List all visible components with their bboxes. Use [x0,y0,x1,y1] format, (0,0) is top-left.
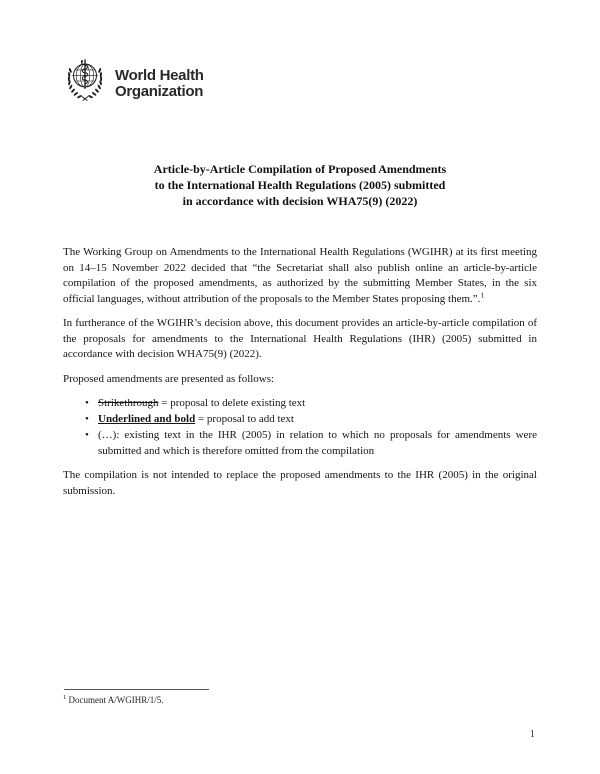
page-number: 1 [529,729,535,740]
bullet-text-rest: = proposal to add text [195,413,294,425]
logo-text-line2: Organization [115,82,204,100]
document-body [63,245,537,508]
paragraph-3: Proposed amendments are presented as follows: [63,372,275,385]
bullet-item-omitted-text [63,428,537,459]
logo-text-line1: World Health [115,67,204,84]
bullet-icon: • [85,429,89,441]
bullet-list [63,396,537,459]
footnote-reference: 1 [480,289,485,299]
footnote-separator [64,689,209,690]
who-emblem-icon [62,57,108,110]
document-title [0,161,600,209]
who-logo [62,57,204,110]
bullet-item-underlined-bold [63,412,537,428]
bullet-icon: • [85,397,89,409]
strikethrough-sample: Strikethrough [98,397,159,409]
paragraph-4: The compilation is not intended to replace the proposed amendments to the IHR (2005) in the original submission. [63,469,537,497]
bullet-text: (…): existing text in the IHR (2005) in relation to which no proposals for amendments were submitted and which is therefore omitted from the compilation [98,429,537,457]
title-line-1: Article-by-Article Compilation of Proposed Amendments [153,162,447,176]
bullet-item-strikethrough [63,396,537,412]
title-line-2: to the International Health Regulations (2005) submitted [154,178,446,192]
bold-underline-sample: Underlined and bold [98,413,196,425]
footnote-number: 1 [63,694,67,701]
bullet-icon: • [85,413,89,425]
paragraph-1 [63,245,537,307]
footnote-text: Document A/WGIHR/1/5. [68,695,164,705]
title-line-3: in accordance with decision WHA75(9) (2022) [182,194,418,208]
logo-text [115,68,204,99]
bullet-text-rest: = proposal to delete existing text [158,397,306,409]
paragraph-2: In furtherance of the WGIHR’s decision above, this document provides an article-by-article compilation of the proposals for amendments to the International Health Regulations (IHR) (2005) submitted in accordance with decision WHA75(9) (2022). [63,317,537,360]
paragraph-1-text: The Working Group on Amendments to the International Health Regulations (WGIHR) at its first meeting on 14–15 November 2022 decided that “the Secretariat shall also publish online an article-by-article compilation of the proposed amendments, as authorized by the submitting Member States, in the six official languages, without attribution of the proposals to the Member States proposing them.”. [63,246,537,305]
bullet-text [98,396,537,412]
footnote [63,694,537,706]
bullet-text [98,412,537,428]
